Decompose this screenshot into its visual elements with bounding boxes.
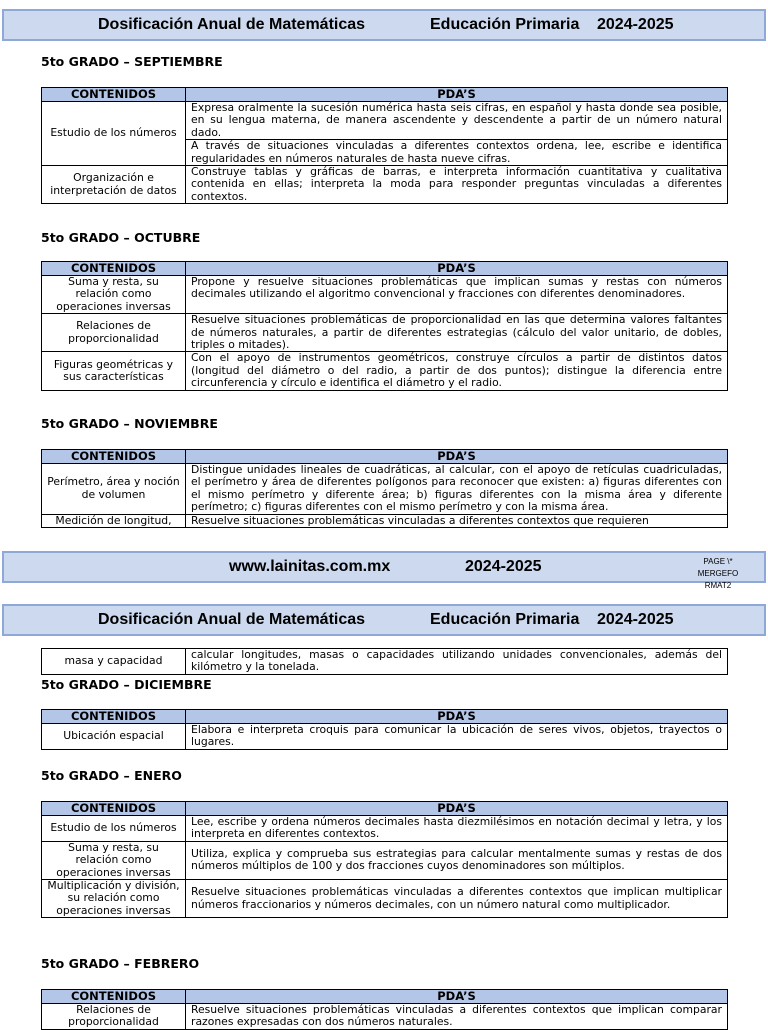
pda-cell: Elabora e interpreta croquis para comunicar la ubicación de seres vivos, objetos, trayectos o lugares.: [186, 724, 728, 750]
table-row: [42, 724, 728, 750]
table-row: [42, 880, 728, 918]
col-header-pdas: PDA’S: [186, 450, 728, 464]
table-diciembre: [41, 709, 728, 750]
table-row: [42, 514, 728, 527]
col-header-contenidos: CONTENIDOS: [42, 710, 186, 724]
table-row: [42, 649, 728, 675]
contenido-cell: Relaciones de proporcionalidad: [42, 314, 186, 352]
footer-site: www.lainitas.com.mx: [229, 558, 391, 575]
table-row: [42, 1004, 728, 1030]
header-title: Dosificación Anual de Matemáticas: [98, 611, 366, 628]
header-year: 2024-2025: [597, 16, 674, 33]
contenido-cell: Estudio de los números: [42, 102, 186, 166]
pda-cell: Construye tablas y gráficas de barras, e interpreta información cuantitativa y cualitativa contenida en ellas; interpreta la moda para responder preguntas vinculadas a diferentes contextos.: [186, 166, 728, 204]
section-title-diciembre: 5to GRADO – DICIEMBRE: [41, 677, 212, 692]
contenido-cell: Multiplicación y división, su relación como operaciones inversas: [42, 880, 186, 918]
header-title: Dosificación Anual de Matemáticas: [98, 16, 366, 33]
pda-cell: Utiliza, explica y comprueba sus estrategias para calcular mentalmente sumas y restas de dos números múltiplos de 100 y dos fracciones cuyos denominadores son múltiplos.: [186, 841, 728, 879]
pda-cell: Resuelve situaciones problemáticas vinculadas a diferentes contextos que requieren: [186, 514, 728, 527]
pda-cell: Resuelve situaciones problemáticas de proporcionalidad en las que determina valores faltantes de números naturales, a partir de diferentes estrategias (cálculo del valor unitario, de dobles, triples o mitades).: [186, 314, 728, 352]
pda-cell: Lee, escribe y ordena números decimales hasta diezmilésimos en notación decimal y letra, y los interpreta en diferentes contextos.: [186, 816, 728, 842]
header-year: 2024-2025: [597, 611, 674, 628]
page-number-field: PAGE \* MERGEFO RMAT2: [697, 557, 739, 590]
header-level: Educación Primaria: [430, 16, 580, 33]
contenido-cell: masa y capacidad: [42, 649, 186, 675]
contenido-cell: Suma y resta, su relación como operaciones inversas: [42, 276, 186, 314]
table-row: [42, 841, 728, 879]
pda-cell: Con el apoyo de instrumentos geométricos, construye círculos a partir de distintos datos (longitud del diámetro o del radio, a partir de dos puntos); distingue la diferencia entre circunferencia y círculo e identifica el diámetro y el radio.: [186, 352, 728, 390]
section-title-noviembre: 5to GRADO – NOVIEMBRE: [41, 416, 218, 431]
table-noviembre: [41, 449, 728, 528]
section-title-octubre: 5to GRADO – OCTUBRE: [41, 230, 201, 245]
footer-year: 2024-2025: [465, 558, 542, 575]
table-enero: [41, 801, 728, 918]
section-title-septiembre: 5to GRADO – SEPTIEMBRE: [41, 54, 223, 69]
pda-cell: Expresa oralmente la sucesión numérica hasta seis cifras, en español y hasta donde sea posible, en su lengua materna, de manera ascendente y descendente a partir de un número natural dado.: [186, 102, 728, 140]
page-header: [2, 604, 766, 636]
col-header-contenidos: CONTENIDOS: [42, 450, 186, 464]
col-header-pdas: PDA’S: [186, 88, 728, 102]
contenido-cell: Relaciones de proporcionalidad: [42, 1004, 186, 1030]
pda-cell: Resuelve situaciones problemáticas vinculadas a diferentes contextos que implican multiplicar números fraccionarios y números decimales, con un número natural como multiplicador.: [186, 880, 728, 918]
col-header-contenidos: CONTENIDOS: [42, 88, 186, 102]
contenido-cell: Suma y resta, su relación como operaciones inversas: [42, 841, 186, 879]
pda-cell: calcular longitudes, masas o capacidades utilizando unidades convencionales, además del kilómetro y la tonelada.: [186, 649, 728, 675]
col-header-pdas: PDA’S: [186, 262, 728, 276]
col-header-pdas: PDA’S: [186, 802, 728, 816]
table-row: [42, 816, 728, 842]
col-header-contenidos: CONTENIDOS: [42, 990, 186, 1004]
pda-cell: Propone y resuelve situaciones problemáticas que implican sumas y restas con números decimales utilizando el algoritmo convencional y fracciones con diferentes denominadores.: [186, 276, 728, 314]
table-row: [42, 464, 728, 515]
col-header-contenidos: CONTENIDOS: [42, 802, 186, 816]
section-title-febrero: 5to GRADO – FEBRERO: [41, 956, 200, 971]
contenido-cell: Estudio de los números: [42, 816, 186, 842]
pda-cell: A través de situaciones vinculadas a diferentes contextos ordena, lee, escribe e identifica regularidades en números naturales de hasta nueve cifras.: [186, 140, 728, 166]
col-header-contenidos: CONTENIDOS: [42, 262, 186, 276]
col-header-pdas: PDA’S: [186, 710, 728, 724]
col-header-pdas: PDA’S: [186, 990, 728, 1004]
table-noviembre-continued: [41, 648, 728, 675]
header-level: Educación Primaria: [430, 611, 580, 628]
contenido-cell: Medición de longitud,: [42, 514, 186, 527]
contenido-cell: Ubicación espacial: [42, 724, 186, 750]
contenido-cell: Figuras geométricas y sus características: [42, 352, 186, 390]
contenido-cell: Organización e interpretación de datos: [42, 166, 186, 204]
contenido-cell: Perímetro, área y noción de volumen: [42, 464, 186, 515]
page-footer: [2, 551, 766, 583]
pda-cell: Distingue unidades lineales de cuadráticas, al calcular, con el apoyo de retículas cuadriculadas, el perímetro y área de diferentes polígonos para reconocer que existen: a) figuras diferentes con el mismo perímetro y diferente área; b) figuras diferentes con la misma área y diferente perímetro; c) figuras diferentes con el mismo perímetro y con la misma área.: [186, 464, 728, 515]
section-title-enero: 5to GRADO – ENERO: [41, 768, 182, 783]
pda-cell: Resuelve situaciones problemáticas vinculadas a diferentes contextos que implican comparar razones expresadas con dos números naturales.: [186, 1004, 728, 1030]
